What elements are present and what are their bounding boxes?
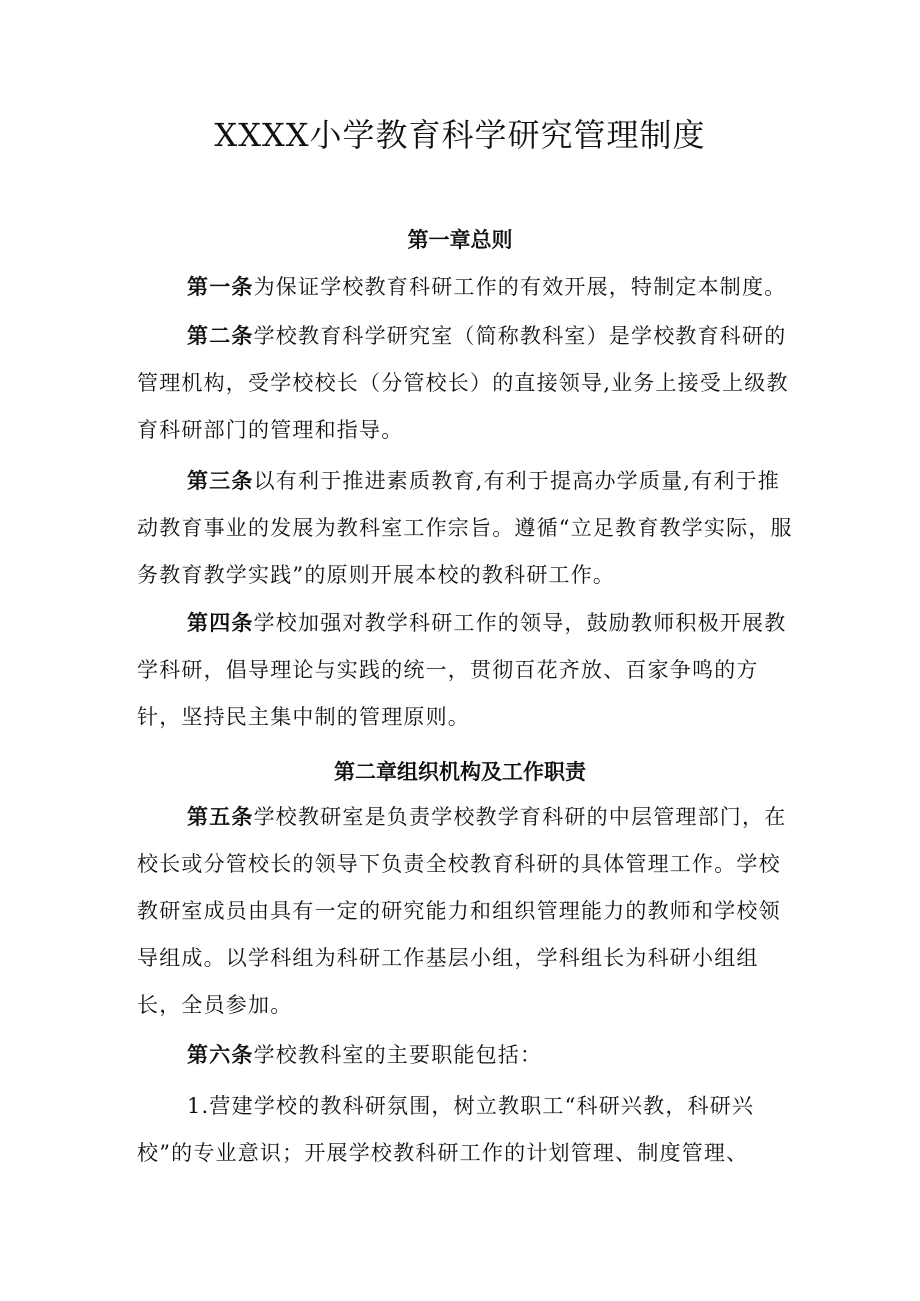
article-text: 学校教科室的主要职能包括：: [253, 1043, 543, 1067]
chapter-heading-2: 第二章组织机构及工作职责: [334, 759, 586, 784]
article-text: 学校教研室是负责学校教学育科研的中层管理部门，在校长或分管校长的领导下负责全校教育科研的具体管理工作。学校教研室成员由具有一定的研究能力和组织管理能力的教师和学校领导组成。以学科组为科研工作基层小组，学科组长为科研小组组长，全员参加。: [137, 805, 787, 1017]
article-label: 第二条: [187, 323, 254, 348]
article-text: 学校加强对教学科研工作的领导，鼓励教师积极开展教学科研，倡导理论与实践的统一，贯彻百花齐放、百家争鸣的方针，坚持民主集中制的管理原则。: [137, 611, 787, 729]
article-label: 第三条: [187, 468, 254, 493]
article-text: 学校教育科学研究室（简称教科室）是学校教育科研的管理机构，受学校校长（分管校长）的直接领导,业务上接受上级教育科研部门的管理和指导。: [137, 324, 789, 442]
article-label: 第一条: [187, 274, 254, 299]
list-item-1: 1.营建学校的教科研氛围，树立教职工“科研兴教，科研兴校”的专业意识；开展学校教科研工作的计划管理、制度管理、: [137, 1094, 755, 1165]
document-title: XXXX小学教育科学研究管理制度: [214, 116, 706, 154]
article-5: [137, 793, 797, 1029]
article-label: 第五条: [187, 804, 254, 829]
article-4: [137, 599, 797, 741]
article-text: 以有利于推进素质教育,有利于提高办学质量,有利于推动教育事业的发展为教科室工作宗旨。遵循“立足教育教学实际，服务教育教学实践”的原则开展本校的教科研工作。: [137, 469, 793, 587]
article-1: [137, 263, 797, 311]
article-3: [137, 457, 797, 599]
article-text: 为保证学校教育科研工作的有效开展，特制定本制度。: [253, 275, 787, 299]
article-label: 第四条: [187, 610, 254, 635]
article-label: 第六条: [187, 1042, 254, 1067]
article-6: [137, 1031, 797, 1079]
chapter-heading-1: 第一章总则: [407, 227, 513, 252]
article-2: [137, 312, 797, 454]
